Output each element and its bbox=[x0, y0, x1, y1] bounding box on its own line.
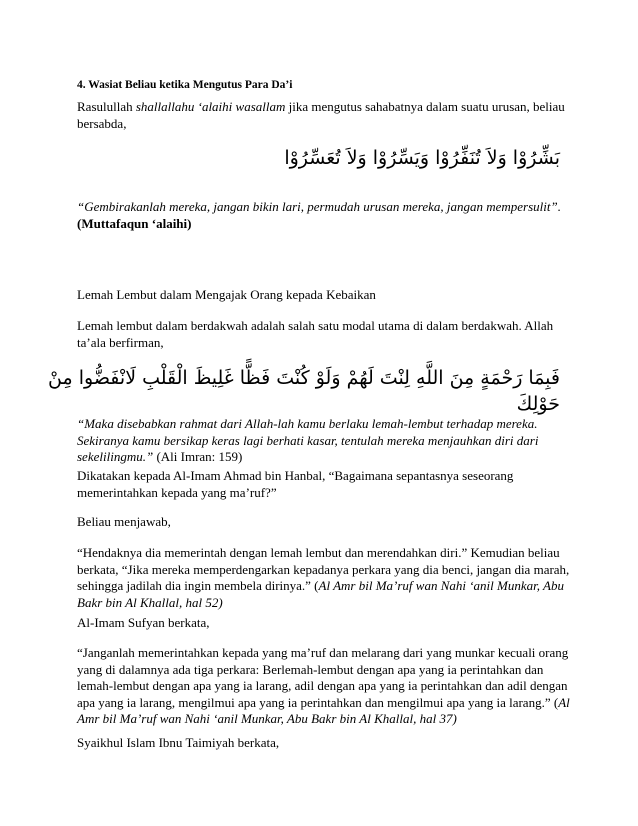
paragraph-ibnu-taimiyah: Syaikhul Islam Ibnu Taimiyah berkata, bbox=[77, 735, 280, 750]
paragraph-answer: Beliau menjawab, bbox=[77, 514, 171, 529]
quran-arabic: فَبِمَا رَحْمَةٍ مِنَ اللَّهِ لِنْتَ لَهُمْ وَلَوْ كُنْتَ فَظًّا غَلِيظَ الْقَلْبِ لَانْفَضُّوا مِنْ حَوْلِكَ bbox=[48, 367, 560, 415]
intro-paragraph bbox=[77, 99, 577, 132]
paragraph-answer-quote bbox=[77, 545, 577, 611]
section-heading: 4. Wasiat Beliau ketika Mengutus Para Da’i bbox=[77, 79, 293, 91]
intro-text-c: jika mengutus sahabatnya dalam suatu urusan, beliau bersabda, bbox=[77, 99, 565, 131]
answer-quote-ref: Al Amr bil Ma’ruf wan Nahi ‘anil Munkar, Abu Bakr bin Al Khallal, hal 52) bbox=[77, 578, 564, 610]
intro-honorific: shallallahu ‘alaihi wasallam bbox=[135, 99, 286, 114]
sufyan-quote-text: “Janganlah memerintahkan kepada yang ma’ruf dan melarang dari yang munkar kecuali orang yang di dalamnya ada tiga perkara: Berlemah-lembut dengan apa yang ia perintahkan dan lemah-lembut dengan apa yang ia larang, adil dengan apa yang ia perintahkan dan adil dengan apa yang ia larang, mengilmui apa yang ia perintahkan dan mengilmui apa yang ia larang.” ( bbox=[77, 645, 569, 710]
intro-text-a: Rasulullah bbox=[77, 99, 136, 114]
quran-translation-paragraph bbox=[77, 416, 577, 466]
quran-source: (Ali Imran: 159) bbox=[153, 449, 243, 465]
section-intro: Lemah lembut dalam berdakwah adalah salah satu modal utama di dalam berdakwah. Allah ta’ala berfirman, bbox=[77, 318, 554, 350]
answer-quote-text: “Hendaknya dia memerintah dengan lemah lembut dan merendahkan diri.” Kemudian beliau berkata, “Jika mereka memperdengarkan kepadanya perkara yang dia benci, jangan dia marah, sehingga jadilah dia ingin membela dirinya.” ( bbox=[77, 545, 570, 594]
paragraph-sufyan-quote bbox=[77, 645, 577, 728]
quran-translation: “Maka disebabkan rahmat dari Allah-lah kamu berlaku lemah-lembut terhadap mereka. Sekiranya kamu bersikap keras lagi berhati kasar, tentulah mereka menjauhkan diri dari sekelilingmu.” bbox=[77, 416, 539, 465]
paragraph-sufyan: Al-Imam Sufyan berkata, bbox=[77, 615, 210, 630]
paragraph-imam-ahmad: Dikatakan kepada Al-Imam Ahmad bin Hanbal, “Bagaimana sepantasnya seseorang memerintahkan kepada yang ma’ruf?” bbox=[77, 468, 514, 500]
hadith-translation: “Gembirakanlah mereka, jangan bikin lari, permudah urusan mereka, jangan mempersulit”. bbox=[77, 199, 561, 214]
sufyan-quote-ref: Al Amr bil Ma’ruf wan Nahi ‘anil Munkar, Abu Bakr bin Al Khallal, hal 37) bbox=[77, 694, 570, 727]
section-title: Lemah Lembut dalam Mengajak Orang kepada Kebaikan bbox=[77, 287, 376, 302]
hadith-arabic: بَشِّرُوْا وَلاَ تُنَفِّرُوْا وَيَسِّرُوْا وَلاَ تُعَسِّرُوْا bbox=[284, 147, 560, 169]
hadith-source: (Muttafaqun ‘alaihi) bbox=[77, 216, 192, 231]
